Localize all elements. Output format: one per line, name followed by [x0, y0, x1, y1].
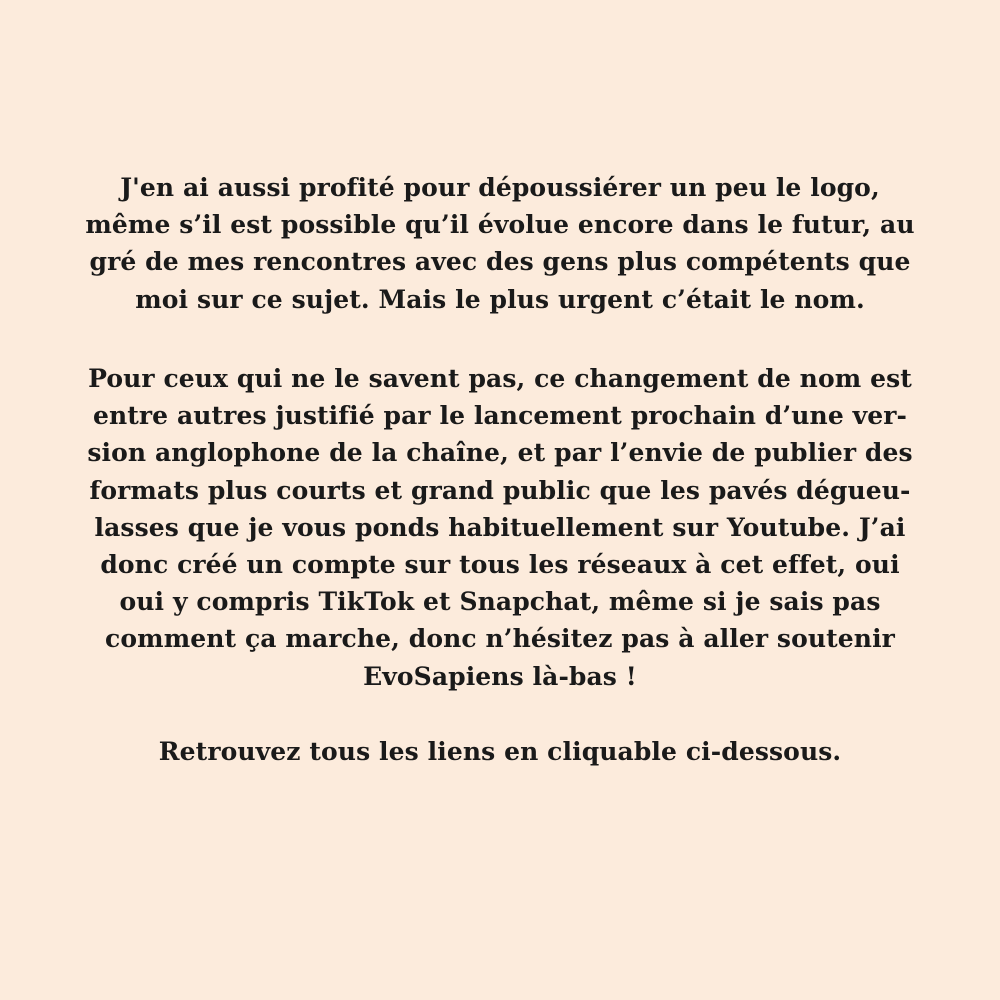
text-line: oui y compris TikTok et Snapchat, même si je sais pas — [119, 587, 881, 617]
paragraph-logo-update — [40, 169, 960, 318]
text-line: sion anglophone de la chaîne, et par l’envie de publier des — [87, 438, 913, 468]
text-line: lasses que je vous ponds habituellement sur Youtube. J’ai — [94, 512, 906, 542]
text-line: Pour ceux qui ne le savent pas, ce changement de nom est — [88, 364, 912, 393]
paragraph-name-change — [40, 360, 960, 695]
text-line: J'en ai aussi profité pour dépoussiérer un peu le logo, — [120, 173, 880, 202]
text-line: formats plus courts et grand public que les pavés dégueu- — [89, 475, 911, 505]
text-line: Retrouvez tous les liens en cliquable ci-dessous. — [158, 737, 842, 766]
text-line: moi sur ce sujet. Mais le plus urgent c’était le nom. — [135, 284, 865, 314]
paragraph-links — [40, 733, 960, 770]
text-line: donc créé un compte sur tous les réseaux à cet effet, oui — [100, 550, 900, 580]
text-line: entre autres justifié par le lancement prochain d’une ver- — [92, 401, 908, 431]
text-line: EvoSapiens là-bas ! — [363, 661, 637, 691]
text-line: même s’il est possible qu’il évolue encore dans le futur, au — [85, 210, 915, 240]
text-line: gré de mes rencontres avec des gens plus compétents que — [89, 247, 911, 277]
text-line: comment ça marche, donc n’hésitez pas à aller soutenir — [105, 624, 895, 654]
